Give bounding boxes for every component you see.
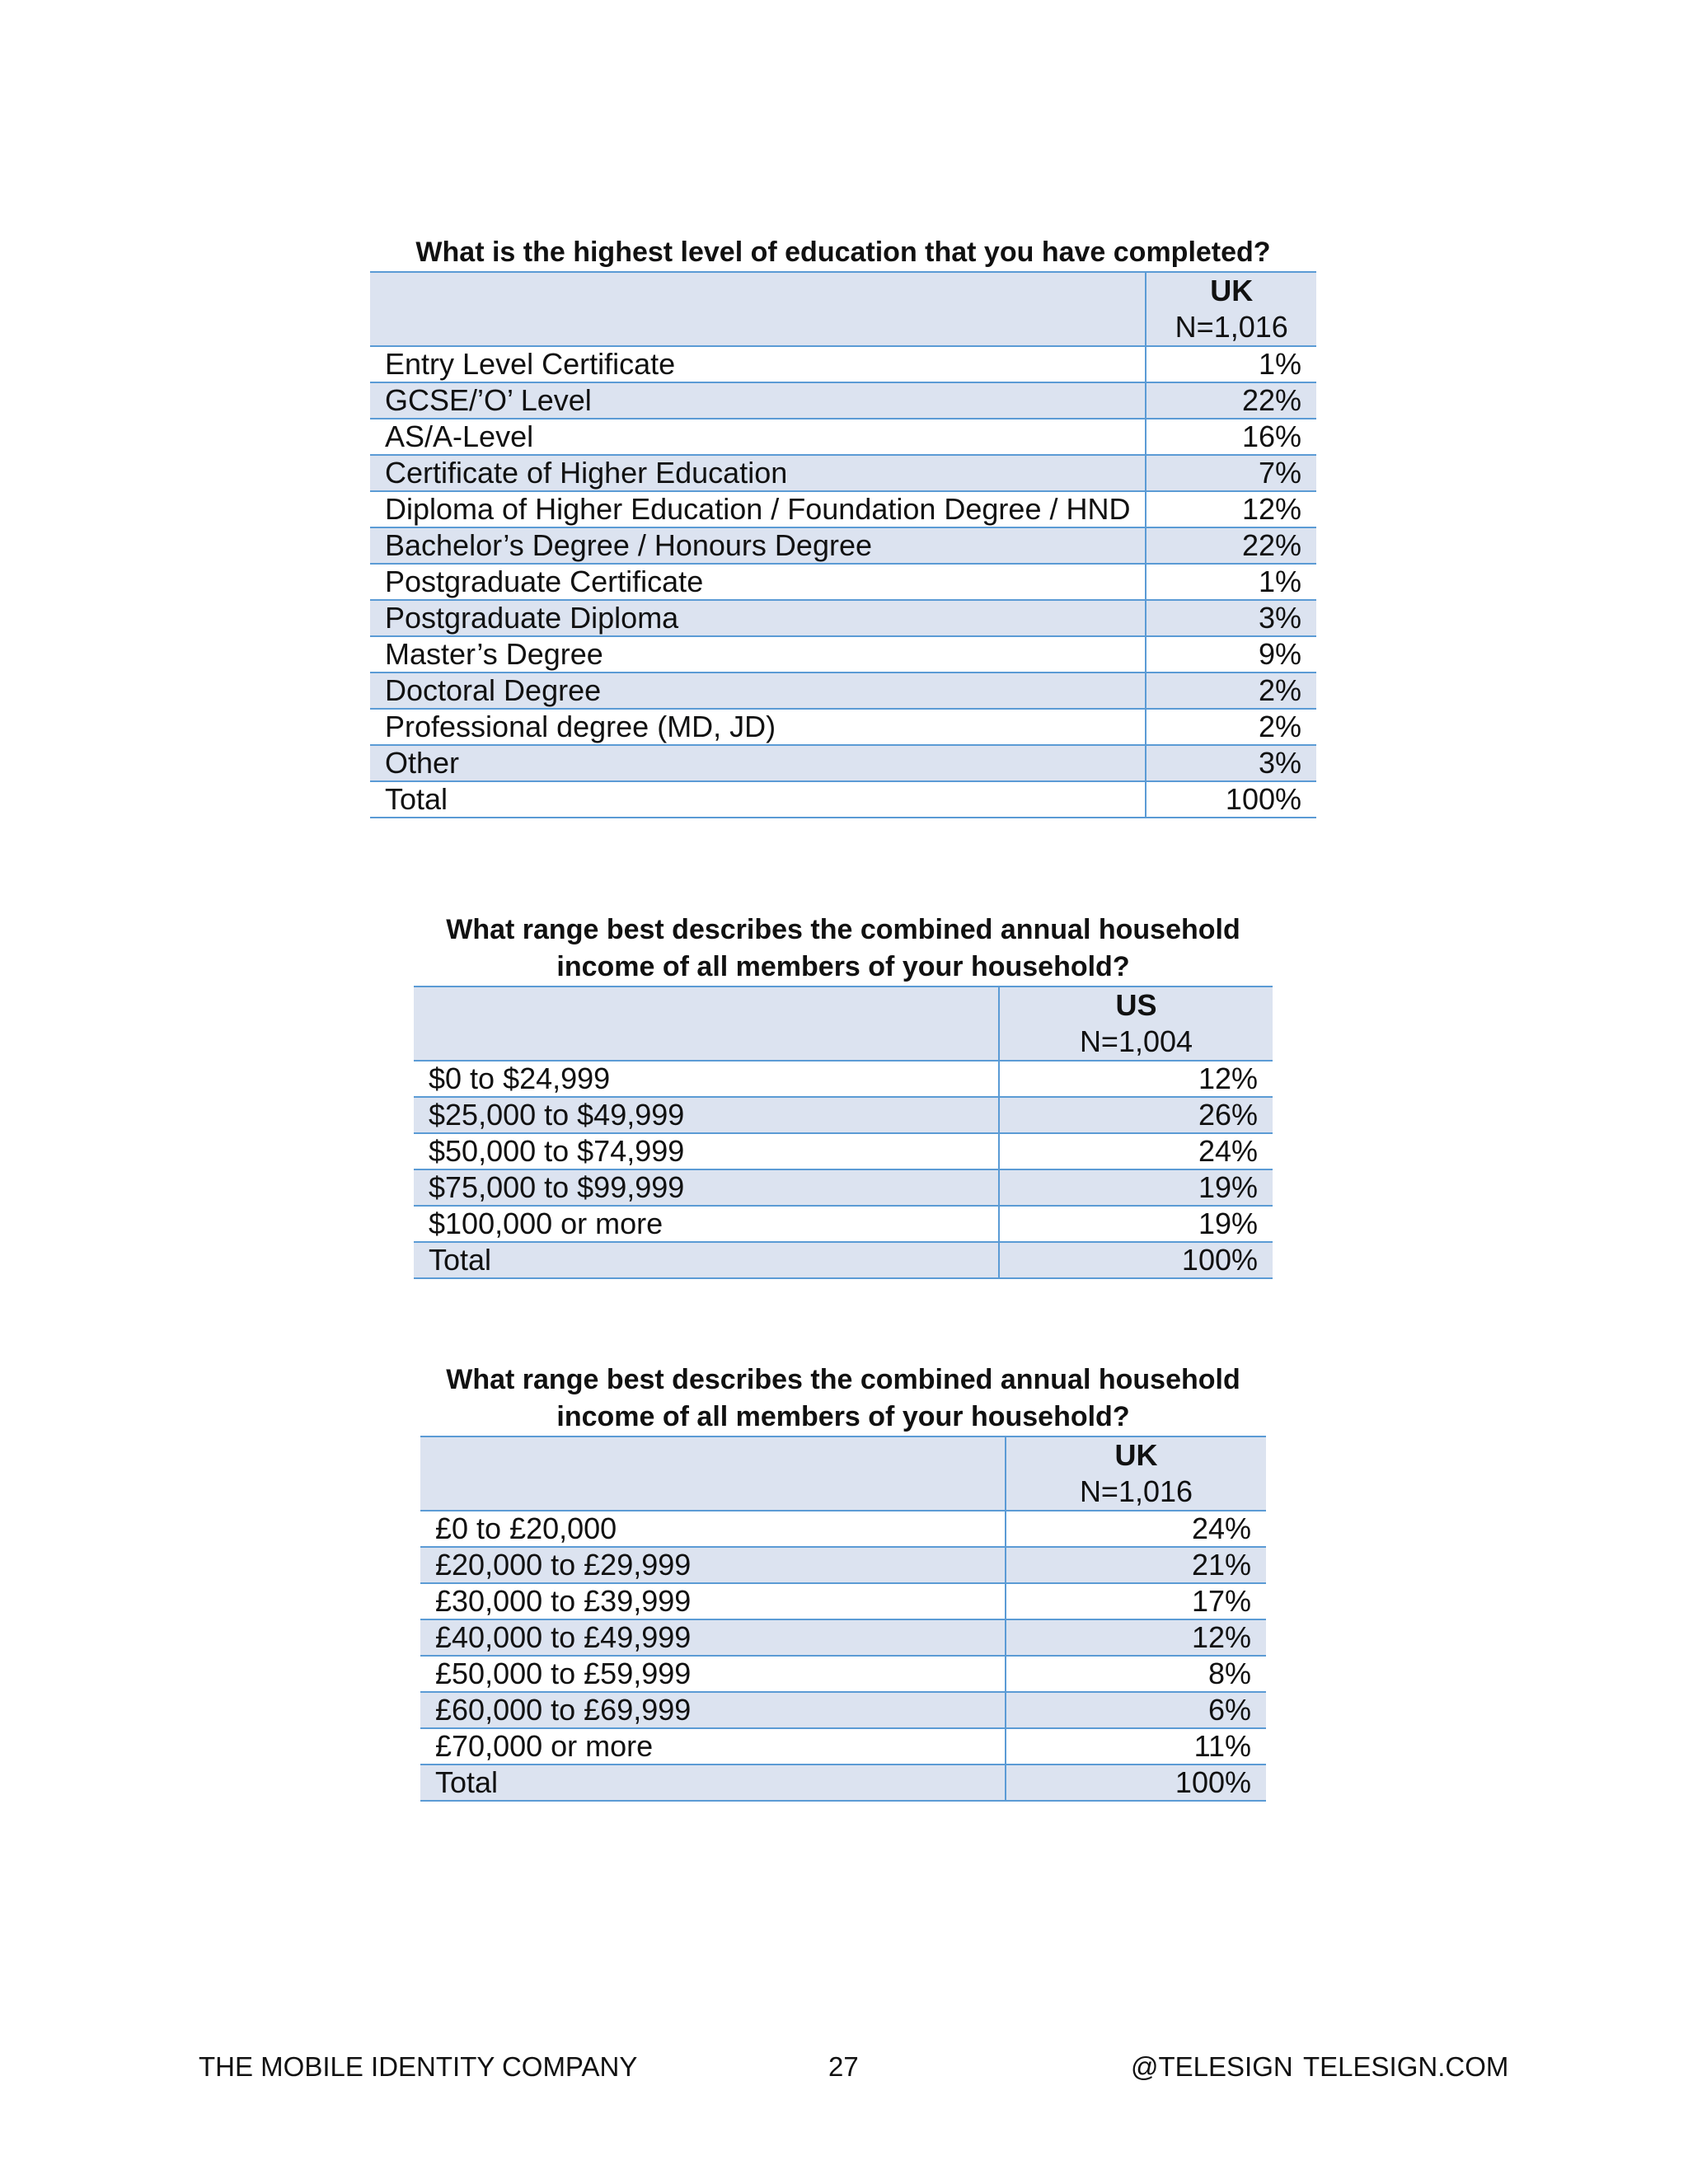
country-label: UK (1114, 1438, 1158, 1472)
header-blank-cell (370, 272, 1146, 346)
row-value: 17% (1006, 1583, 1266, 1619)
total-row (414, 1242, 1273, 1278)
row-label: Entry Level Certificate (370, 346, 1146, 382)
country-label: US (1115, 988, 1157, 1022)
row-value: 19% (999, 1169, 1273, 1206)
header-country-cell (1006, 1436, 1266, 1511)
table-row (370, 527, 1316, 564)
table-row (370, 673, 1316, 709)
education-title: What is the highest level of education that you have completed? (415, 237, 1271, 268)
row-value: 3% (1146, 600, 1316, 636)
table-row (370, 382, 1316, 419)
sample-size: N=1,004 (1079, 1024, 1193, 1058)
row-label: Total (370, 781, 1146, 818)
row-label: $50,000 to $74,999 (414, 1133, 999, 1169)
table-row (420, 1728, 1266, 1765)
sample-size: N=1,016 (1079, 1474, 1193, 1508)
table-row (370, 600, 1316, 636)
row-value: 22% (1146, 382, 1316, 419)
row-label: £40,000 to £49,999 (420, 1619, 1006, 1656)
table-row (370, 419, 1316, 455)
row-label: $75,000 to $99,999 (414, 1169, 999, 1206)
row-value: 1% (1146, 346, 1316, 382)
row-label: Diploma of Higher Education / Foundation Degree / HND (370, 491, 1146, 527)
footer-website[interactable]: TELESIGN.COM (1303, 2051, 1509, 2082)
income-uk-section (420, 1361, 1266, 1802)
table-row (414, 1133, 1273, 1169)
row-value: 2% (1146, 709, 1316, 745)
table-row (370, 709, 1316, 745)
row-label: Other (370, 745, 1146, 781)
income-uk-title-line2: income of all members of your household? (556, 1401, 1130, 1432)
row-label: $25,000 to $49,999 (414, 1097, 999, 1133)
row-label: Postgraduate Certificate (370, 564, 1146, 600)
row-value: 12% (999, 1061, 1273, 1097)
table-row (370, 564, 1316, 600)
row-label: Total (414, 1242, 999, 1278)
row-label: Bachelor’s Degree / Honours Degree (370, 527, 1146, 564)
row-label: Master’s Degree (370, 636, 1146, 673)
table-row (420, 1619, 1266, 1656)
table-row (414, 1097, 1273, 1133)
header-country-cell (999, 987, 1273, 1061)
row-value: 16% (1146, 419, 1316, 455)
income-uk-table (420, 1436, 1266, 1802)
total-row (420, 1765, 1266, 1801)
table-row (370, 745, 1316, 781)
table-row (414, 1206, 1273, 1242)
table-row (414, 1061, 1273, 1097)
table-row (370, 636, 1316, 673)
header-blank-cell (414, 987, 999, 1061)
row-label: $100,000 or more (414, 1206, 999, 1242)
row-label: £30,000 to £39,999 (420, 1583, 1006, 1619)
education-section (370, 234, 1316, 818)
row-value: 1% (1146, 564, 1316, 600)
table-row (420, 1547, 1266, 1583)
table-row (370, 346, 1316, 382)
row-label: £20,000 to £29,999 (420, 1547, 1006, 1583)
row-value: 12% (1146, 491, 1316, 527)
row-label: AS/A-Level (370, 419, 1146, 455)
table-row (370, 491, 1316, 527)
table-row (420, 1692, 1266, 1728)
row-value: 24% (1006, 1511, 1266, 1547)
table-row (420, 1583, 1266, 1619)
row-value: 3% (1146, 745, 1316, 781)
row-value: 11% (1006, 1728, 1266, 1765)
income-us-title-line2: income of all members of your household? (556, 951, 1130, 982)
row-value: 26% (999, 1097, 1273, 1133)
income-us-rows (414, 1061, 1273, 1278)
income-us-table (414, 986, 1273, 1279)
row-label: Doctoral Degree (370, 673, 1146, 709)
row-label: GCSE/’O’ Level (370, 382, 1146, 419)
table-header-row (414, 987, 1273, 1061)
total-row (370, 781, 1316, 818)
row-label: £60,000 to £69,999 (420, 1692, 1006, 1728)
row-value: 24% (999, 1133, 1273, 1169)
sample-size: N=1,016 (1175, 310, 1288, 344)
row-value: 12% (1006, 1619, 1266, 1656)
table-row (370, 455, 1316, 491)
row-value: 100% (999, 1242, 1273, 1278)
row-value: 8% (1006, 1656, 1266, 1692)
row-value: 6% (1006, 1692, 1266, 1728)
row-value: 21% (1006, 1547, 1266, 1583)
row-label: Certificate of Higher Education (370, 455, 1146, 491)
row-label: Total (420, 1765, 1006, 1801)
row-label: Professional degree (MD, JD) (370, 709, 1146, 745)
row-value: 7% (1146, 455, 1316, 491)
income-us-title-line1: What range best describes the combined annual household (446, 914, 1240, 945)
table-row (420, 1656, 1266, 1692)
footer-page-number: 27 (828, 2051, 859, 2082)
education-table (370, 271, 1316, 818)
footer-company: THE MOBILE IDENTITY COMPANY (199, 2051, 638, 2082)
row-label: £70,000 or more (420, 1728, 1006, 1765)
row-label: £50,000 to £59,999 (420, 1656, 1006, 1692)
row-label: $0 to $24,999 (414, 1061, 999, 1097)
header-country-cell (1146, 272, 1316, 346)
header-blank-cell (420, 1436, 1006, 1511)
row-value: 2% (1146, 673, 1316, 709)
row-label: Postgraduate Diploma (370, 600, 1146, 636)
footer-handle[interactable]: @TELESIGN (1131, 2051, 1293, 2082)
row-value: 9% (1146, 636, 1316, 673)
table-header-row (420, 1436, 1266, 1511)
income-uk-rows (420, 1511, 1266, 1801)
table-row (414, 1169, 1273, 1206)
row-label: £0 to £20,000 (420, 1511, 1006, 1547)
table-row (420, 1511, 1266, 1547)
table-header-row (370, 272, 1316, 346)
income-us-section (414, 912, 1273, 1279)
row-value: 100% (1146, 781, 1316, 818)
income-uk-title-line1: What range best describes the combined annual household (446, 1364, 1240, 1395)
row-value: 19% (999, 1206, 1273, 1242)
education-rows (370, 346, 1316, 818)
row-value: 100% (1006, 1765, 1266, 1801)
row-value: 22% (1146, 527, 1316, 564)
country-label: UK (1210, 274, 1254, 307)
